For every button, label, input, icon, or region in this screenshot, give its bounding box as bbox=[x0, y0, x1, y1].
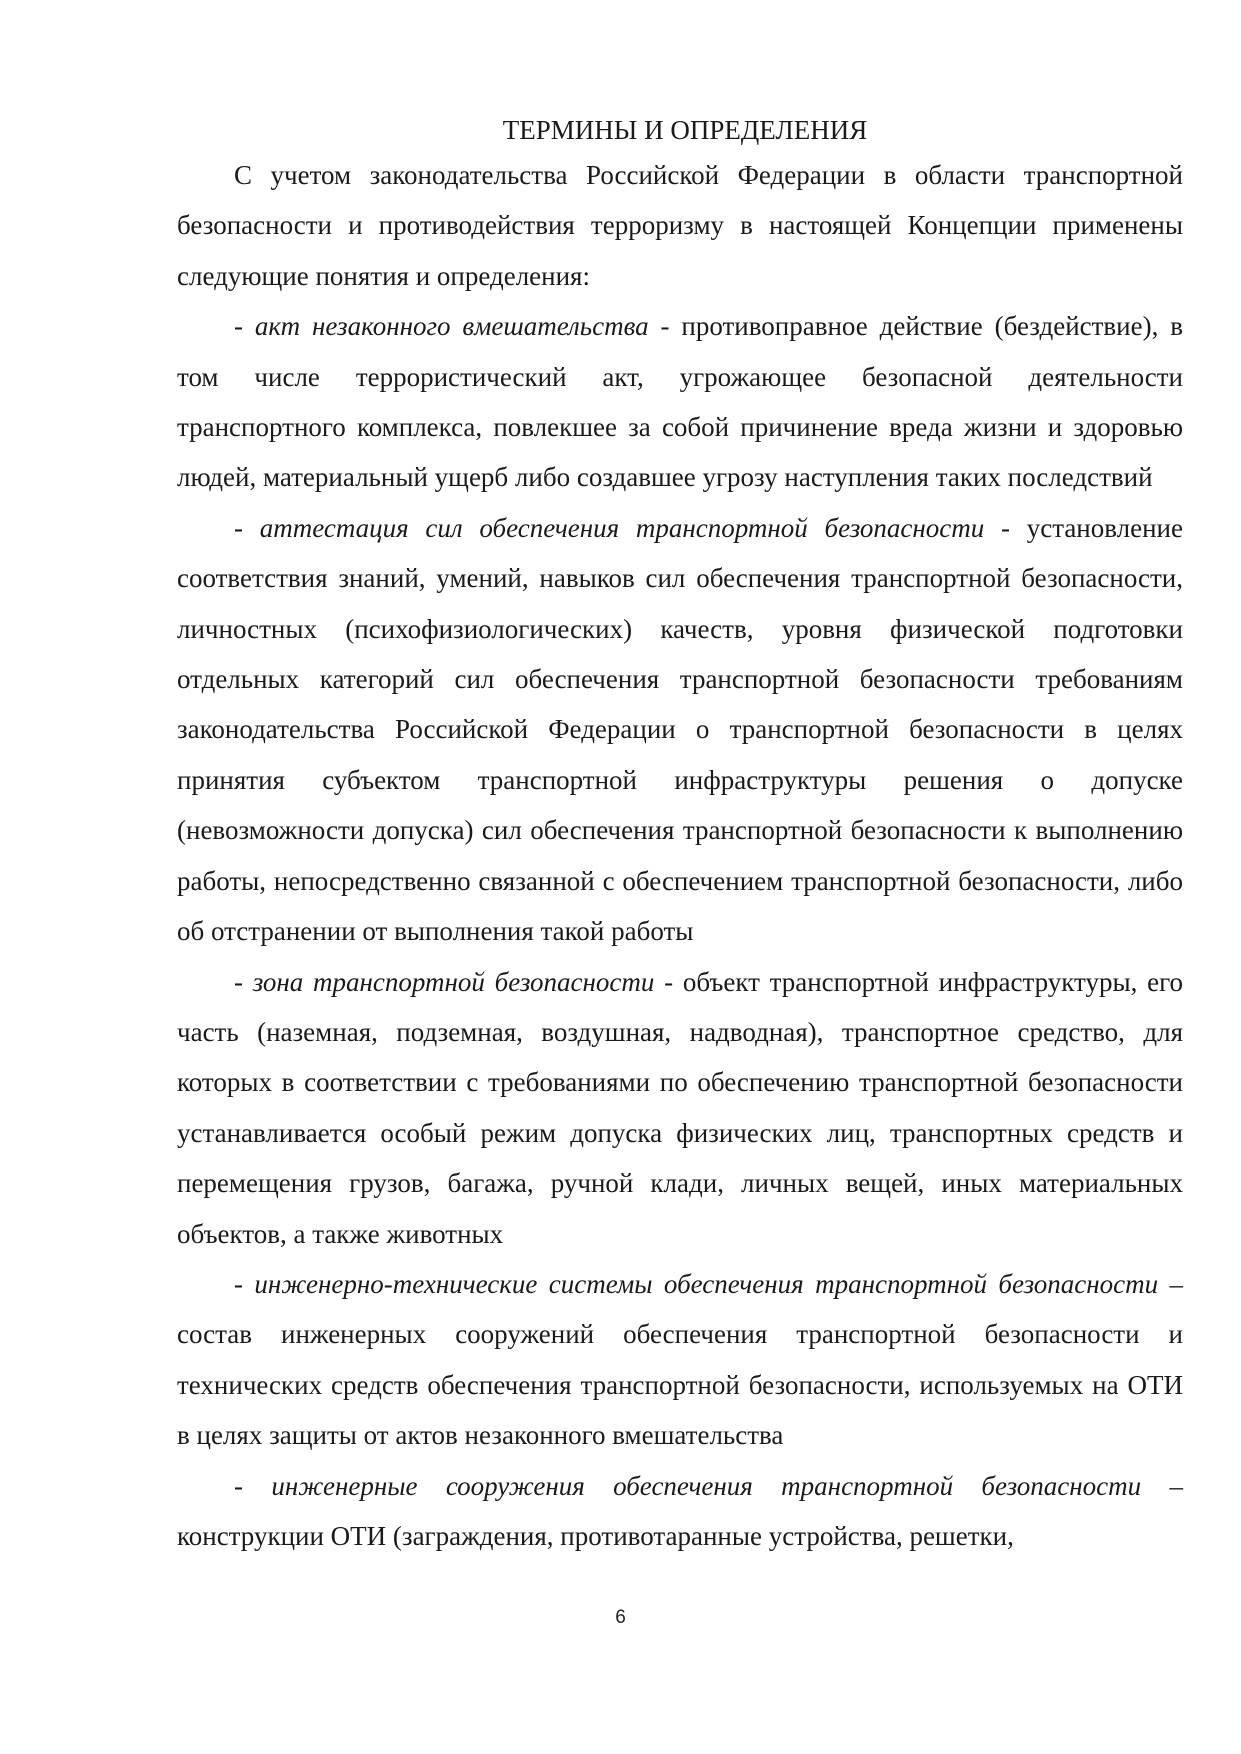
intro-paragraph: С учетом законодательства Российской Федерации в области транспортной безопасности и противодействия терроризму в настоящей Концепции применены следующие понятия и определения: bbox=[177, 160, 1183, 291]
definition-paragraph bbox=[177, 957, 1183, 1259]
definition-term: инженерно-технические системы обеспечения транспортной безопасности bbox=[254, 1268, 1159, 1299]
definition-paragraph bbox=[177, 301, 1183, 503]
list-dash: - bbox=[234, 512, 260, 543]
definition-term: зона транспортной безопасности bbox=[252, 966, 655, 997]
definition-text: - противоправное действие (бездействие), в том числе террористический акт, угрожающее безопасной деятельности транспортного комплекса, повлекшее за собой причинение вреда жизни и здоровью людей, материальный ущерб либо создавшее угрозу наступления таких последствий bbox=[177, 311, 1183, 493]
list-dash: - bbox=[234, 1470, 272, 1501]
definition-term: аттестация сил обеспечения транспортной безопасности bbox=[259, 512, 985, 543]
definition-term: акт незаконного вмешательства bbox=[254, 311, 649, 342]
list-dash: - bbox=[234, 1268, 255, 1299]
document-page bbox=[177, 112, 1183, 1561]
list-dash: - bbox=[234, 966, 253, 997]
list-dash: - bbox=[234, 311, 255, 342]
definition-paragraph bbox=[177, 1461, 1183, 1562]
definition-text: – состав инженерных сооружений обеспечения транспортной безопасности и технических средств обеспечения транспортной безопасности, используемых на ОТИ в целях защиты от актов незаконного вмешательства bbox=[177, 1268, 1183, 1451]
document-title: ТЕРМИНЫ И ОПРЕДЕЛЕНИЯ bbox=[502, 115, 868, 145]
page-number: 6 bbox=[615, 1607, 626, 1628]
definition-text: – конструкции ОТИ (заграждения, противотаранные устройства, решетки, bbox=[177, 1470, 1183, 1551]
definition-term: инженерные сооружения обеспечения транспортной безопасности bbox=[271, 1470, 1142, 1501]
definition-text: - объект транспортной инфраструктуры, его часть (наземная, подземная, воздушная, надводная), транспортное средство, для которых в соответствии с требованиями по обеспечению транспортной безопасности устанавливается особый режим допуска физических лиц, транспортных средств и перемещения грузов, багажа, ручной клади, личных вещей, иных материальных объектов, а также животных bbox=[177, 966, 1183, 1249]
definition-paragraph bbox=[177, 503, 1183, 957]
definition-text: - установление соответствия знаний, умений, навыков сил обеспечения транспортной безопасности, личностных (психофизиологических) качеств, уровня физической подготовки отдельных категорий сил обеспечения транспортной безопасности требованиям законодательства Российской Федерации о транспортной безопасности в целях принятия субъектом транспортной инфраструктуры решения о допуске (невозможности допуска) сил обеспечения транспортной безопасности к выполнению работы, непосредственно связанной с обеспечением транспортной безопасности, либо об отстранении от выполнения такой работы bbox=[177, 512, 1183, 947]
definition-paragraph bbox=[177, 1259, 1183, 1461]
